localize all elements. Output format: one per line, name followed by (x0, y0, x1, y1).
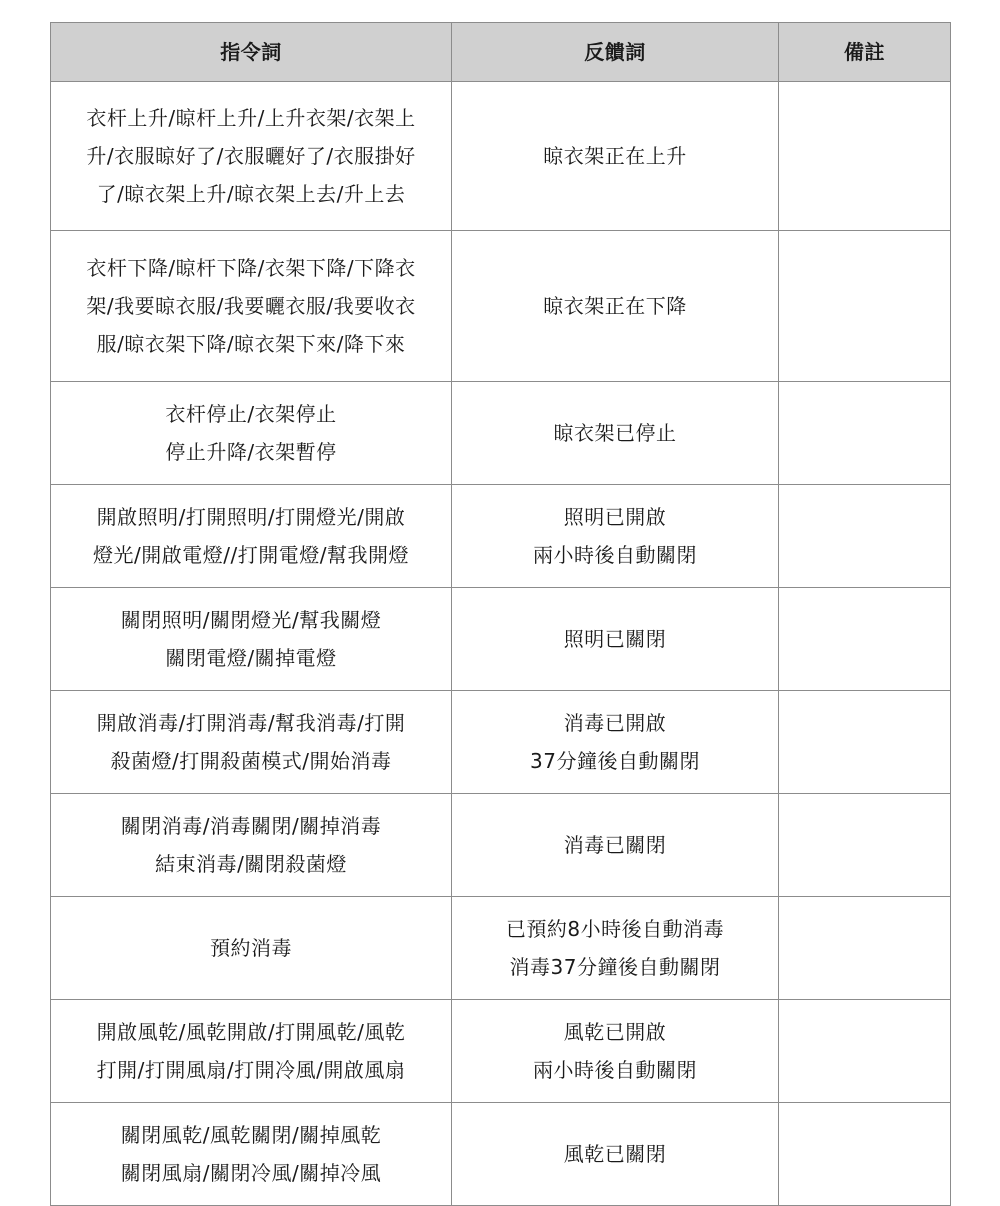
command-line: 架/我要晾衣服/我要曬衣服/我要收衣 (86, 294, 416, 318)
table-row (51, 231, 951, 382)
feedback-line: 風乾已關閉 (563, 1142, 667, 1166)
table-row (51, 1000, 951, 1103)
table-row (51, 588, 951, 691)
feedback-line: 消毒已關閉 (563, 833, 667, 857)
feedback-cell (452, 485, 779, 588)
note-cell (779, 485, 951, 588)
note-cell (779, 231, 951, 382)
table-row (51, 794, 951, 897)
note-cell (779, 1000, 951, 1103)
feedback-cell (452, 588, 779, 691)
note-cell (779, 82, 951, 231)
command-line: 開啟照明/打開照明/打開燈光/開啟 (96, 505, 406, 529)
voice-command-table (50, 22, 951, 1206)
command-line: 升/衣服晾好了/衣服曬好了/衣服掛好 (86, 144, 416, 168)
feedback-line: 風乾已開啟 (563, 1020, 667, 1044)
command-line: 關閉照明/關閉燈光/幫我關燈 (120, 608, 382, 632)
table-row (51, 897, 951, 1000)
note-cell (779, 691, 951, 794)
command-cell (51, 794, 452, 897)
feedback-cell (452, 691, 779, 794)
feedback-line: 晾衣架正在上升 (543, 144, 687, 168)
table-header-row (51, 23, 951, 82)
feedback-line: 晾衣架已停止 (553, 421, 677, 445)
command-cell (51, 231, 452, 382)
feedback-cell (452, 82, 779, 231)
note-cell (779, 1103, 951, 1206)
command-line: 服/晾衣架下降/晾衣架下來/降下來 (96, 332, 406, 356)
command-line: 結束消毒/關閉殺菌燈 (155, 852, 347, 876)
command-line: 關閉電燈/關掉電燈 (165, 646, 337, 670)
feedback-line: 照明已開啟 (563, 505, 667, 529)
feedback-line: 消毒已開啟 (563, 711, 667, 735)
table-row (51, 82, 951, 231)
command-line: 關閉風扇/關閉冷風/關掉冷風 (120, 1161, 382, 1185)
command-cell (51, 485, 452, 588)
feedback-cell (452, 382, 779, 485)
command-cell (51, 1103, 452, 1206)
table-body (51, 82, 951, 1206)
note-cell (779, 897, 951, 1000)
command-line: 停止升降/衣架暫停 (165, 440, 337, 464)
command-line: 開啟消毒/打開消毒/幫我消毒/打開 (96, 711, 406, 735)
command-line: 衣杆停止/衣架停止 (165, 402, 337, 426)
command-line: 開啟風乾/風乾開啟/打開風乾/風乾 (96, 1020, 406, 1044)
table-row (51, 485, 951, 588)
command-cell (51, 382, 452, 485)
feedback-cell (452, 1103, 779, 1206)
note-cell (779, 794, 951, 897)
command-cell (51, 82, 452, 231)
command-line: 預約消毒 (210, 936, 292, 960)
command-line: 關閉風乾/風乾關閉/關掉風乾 (120, 1123, 382, 1147)
command-line: 了/晾衣架上升/晾衣架上去/升上去 (96, 182, 406, 206)
command-line: 燈光/開啟電燈//打開電燈/幫我開燈 (93, 543, 409, 567)
command-line: 打開/打開風扇/打開冷風/開啟風扇 (96, 1058, 406, 1082)
feedback-cell (452, 794, 779, 897)
feedback-line: 兩小時後自動關閉 (533, 543, 697, 567)
header-command: 指令詞 (51, 23, 452, 82)
table-row (51, 691, 951, 794)
command-cell (51, 897, 452, 1000)
header-feedback: 反饋詞 (452, 23, 779, 82)
feedback-line: 兩小時後自動關閉 (533, 1058, 697, 1082)
feedback-cell (452, 897, 779, 1000)
feedback-line: 消毒37分鐘後自動關閉 (509, 955, 721, 979)
feedback-line: 37分鐘後自動關閉 (530, 749, 700, 773)
voice-command-table-container (50, 22, 950, 1206)
command-cell (51, 691, 452, 794)
feedback-cell (452, 231, 779, 382)
note-cell (779, 588, 951, 691)
feedback-line: 已預約8小時後自動消毒 (505, 917, 725, 941)
table-row (51, 1103, 951, 1206)
feedback-line: 照明已關閉 (563, 627, 667, 651)
note-cell (779, 382, 951, 485)
command-line: 衣杆上升/晾杆上升/上升衣架/衣架上 (86, 106, 416, 130)
feedback-cell (452, 1000, 779, 1103)
command-line: 殺菌燈/打開殺菌模式/開始消毒 (110, 749, 392, 773)
command-line: 衣杆下降/晾杆下降/衣架下降/下降衣 (86, 256, 416, 280)
feedback-line: 晾衣架正在下降 (543, 294, 687, 318)
header-note: 備註 (779, 23, 951, 82)
command-cell (51, 588, 452, 691)
table-row (51, 382, 951, 485)
command-line: 關閉消毒/消毒關閉/關掉消毒 (120, 814, 382, 838)
command-cell (51, 1000, 452, 1103)
